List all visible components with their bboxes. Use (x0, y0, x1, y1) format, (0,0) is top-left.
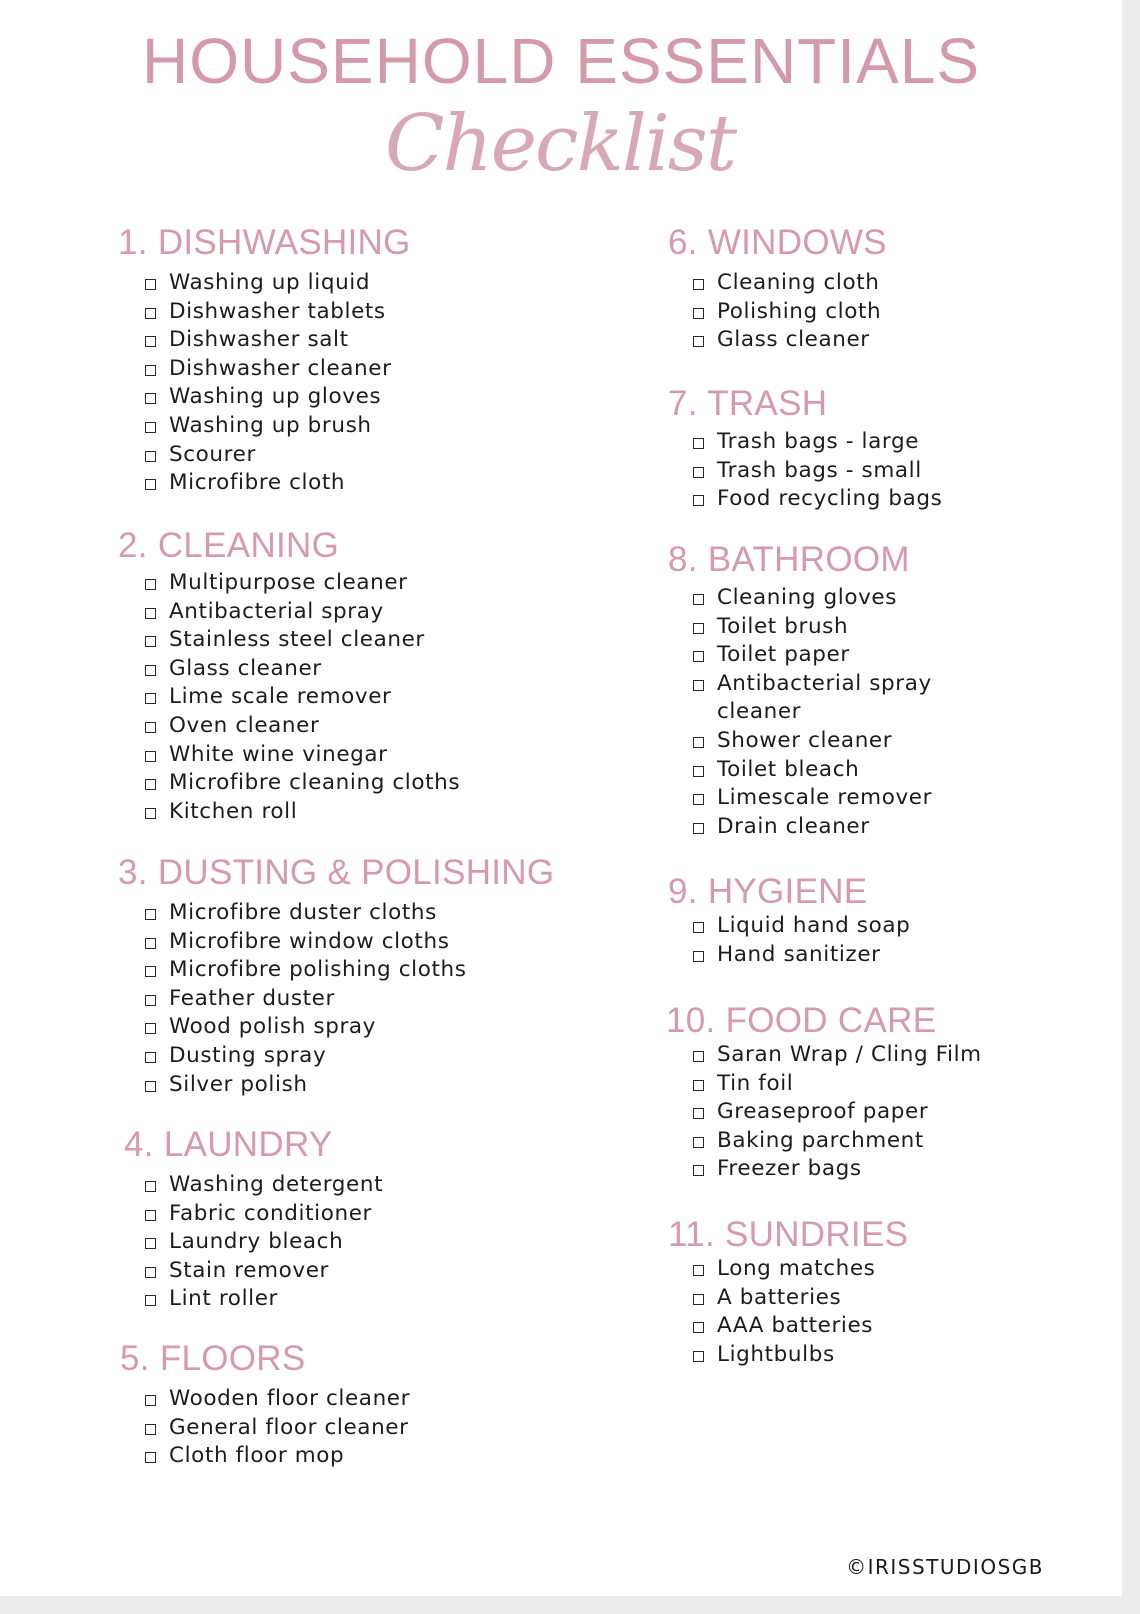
checkbox[interactable] (145, 1395, 156, 1406)
checkbox[interactable] (693, 336, 704, 347)
list-item: Washing up gloves (118, 383, 598, 412)
checkbox[interactable] (693, 766, 704, 777)
checkbox[interactable] (145, 1210, 156, 1221)
section-heading: 8. BATHROOM (668, 540, 910, 579)
list-item: Washing up liquid (118, 269, 598, 298)
list-item: Glass cleaner (118, 655, 598, 684)
item-list (666, 1255, 1088, 1369)
checkbox[interactable] (693, 594, 704, 605)
section-windows (668, 223, 1088, 355)
list-item: Toilet brush (666, 613, 968, 642)
item-list (666, 1041, 1106, 1184)
list-item: Washing detergent (118, 1171, 604, 1200)
list-item: Hand sanitizer (666, 941, 1088, 970)
checkbox[interactable] (693, 1051, 704, 1062)
item-list (666, 584, 968, 841)
list-item: Trash bags - large (666, 428, 1088, 457)
list-item: Silver polish (118, 1071, 618, 1100)
section-hygiene (668, 872, 1088, 969)
checkbox[interactable] (145, 779, 156, 790)
checkbox[interactable] (145, 665, 156, 676)
checkbox[interactable] (145, 938, 156, 949)
list-item: Shower cleaner (666, 727, 968, 756)
checkbox[interactable] (693, 680, 704, 691)
checkbox[interactable] (145, 451, 156, 462)
list-item: Wood polish spray (118, 1013, 618, 1042)
list-item: Limescale remover (666, 784, 968, 813)
checkbox[interactable] (145, 1295, 156, 1306)
item-list (118, 1385, 600, 1471)
list-item: AAA batteries (666, 1312, 1088, 1341)
checkbox[interactable] (145, 365, 156, 376)
item-list (666, 912, 1088, 969)
list-item: Microfibre cloth (118, 469, 598, 498)
checkbox[interactable] (145, 722, 156, 733)
list-item: Feather duster (118, 985, 618, 1014)
list-item: Saran Wrap / Cling Film (666, 1041, 1106, 1070)
list-item: Antibacterial spray (118, 598, 598, 627)
checkbox[interactable] (693, 922, 704, 933)
checkbox[interactable] (693, 1137, 704, 1148)
checkbox[interactable] (145, 693, 156, 704)
section-laundry (124, 1125, 604, 1314)
list-item: Liquid hand soap (666, 912, 1088, 941)
checkbox[interactable] (145, 995, 156, 1006)
item-list (118, 1171, 604, 1314)
list-item: A batteries (666, 1284, 1088, 1313)
section-heading: 5. FLOORS (120, 1339, 306, 1378)
list-item: Lightbulbs (666, 1341, 1088, 1370)
checkbox[interactable] (145, 608, 156, 619)
list-item: Trash bags - small (666, 457, 1088, 486)
list-item: Cloth floor mop (118, 1442, 600, 1471)
list-item: Dishwasher salt (118, 326, 598, 355)
checkbox[interactable] (693, 1265, 704, 1276)
section-heading: 3. DUSTING & POLISHING (118, 853, 555, 892)
item-list (666, 269, 1088, 355)
subtitle-text: Checklist (384, 99, 736, 189)
list-item: Multipurpose cleaner (118, 569, 598, 598)
list-item: Lint roller (118, 1285, 604, 1314)
checkbox[interactable] (693, 1108, 704, 1119)
checkbox[interactable] (145, 393, 156, 404)
checkbox[interactable] (145, 966, 156, 977)
section-food-care (666, 1001, 1106, 1184)
list-item: Dusting spray (118, 1042, 618, 1071)
checkbox[interactable] (145, 422, 156, 433)
list-item: Glass cleaner (666, 326, 1088, 355)
list-item: Washing up brush (118, 412, 598, 441)
checkbox[interactable] (145, 1181, 156, 1192)
checkbox[interactable] (693, 737, 704, 748)
list-item: Laundry bleach (118, 1228, 604, 1257)
checkbox[interactable] (693, 467, 704, 478)
list-item: General floor cleaner (118, 1414, 600, 1443)
checkbox[interactable] (145, 279, 156, 290)
list-item: Greaseproof paper (666, 1098, 1106, 1127)
list-item: Stainless steel cleaner (118, 626, 598, 655)
list-item: Dishwasher cleaner (118, 355, 598, 384)
list-item: Polishing cloth (666, 298, 1088, 327)
list-item: Cleaning cloth (666, 269, 1088, 298)
checkbox[interactable] (145, 1424, 156, 1435)
checkbox[interactable] (693, 1165, 704, 1176)
checkbox[interactable] (693, 623, 704, 634)
checkbox[interactable] (145, 308, 156, 319)
section-heading: 9. HYGIENE (668, 872, 868, 911)
section-trash (668, 384, 1088, 514)
list-item: White wine vinegar (118, 741, 598, 770)
item-list (666, 428, 1088, 514)
checkbox[interactable] (693, 279, 704, 290)
page-title: HOUSEHOLD ESSENTIALS (142, 25, 980, 97)
checkbox[interactable] (145, 1081, 156, 1092)
section-heading: 2. CLEANING (118, 526, 340, 565)
section-dusting-polishing (118, 853, 618, 1099)
section-floors (120, 1339, 600, 1471)
checkbox[interactable] (145, 1452, 156, 1463)
checkbox[interactable] (693, 651, 704, 662)
checkbox[interactable] (693, 951, 704, 962)
checkbox[interactable] (693, 1080, 704, 1091)
checkbox[interactable] (145, 579, 156, 590)
checkbox[interactable] (145, 636, 156, 647)
checkbox[interactable] (145, 909, 156, 920)
list-item: Scourer (118, 441, 598, 470)
section-heading: 1. DISHWASHING (118, 223, 411, 262)
checkbox[interactable] (145, 751, 156, 762)
list-item: Freezer bags (666, 1155, 1106, 1184)
section-cleaning (118, 526, 598, 826)
list-item: Microfibre cleaning cloths (118, 769, 598, 798)
section-heading: 11. SUNDRIES (668, 1215, 909, 1254)
section-heading: 4. LAUNDRY (124, 1125, 333, 1164)
item-list (118, 269, 598, 498)
item-list (118, 899, 618, 1099)
list-item: Wooden floor cleaner (118, 1385, 600, 1414)
list-item: Dishwasher tablets (118, 298, 598, 327)
checkbox[interactable] (693, 1294, 704, 1305)
checkbox[interactable] (693, 1322, 704, 1333)
checkbox[interactable] (693, 308, 704, 319)
checkbox[interactable] (145, 1052, 156, 1063)
list-item: Tin foil (666, 1070, 1106, 1099)
checkbox[interactable] (145, 336, 156, 347)
list-item: Toilet paper (666, 641, 968, 670)
list-item: Microfibre duster cloths (118, 899, 618, 928)
section-sundries (668, 1215, 1088, 1369)
list-item: Antibacterial spray cleaner (666, 670, 968, 727)
list-item: Kitchen roll (118, 798, 598, 827)
section-bathroom (668, 540, 968, 841)
checkbox[interactable] (145, 1238, 156, 1249)
list-item: Lime scale remover (118, 683, 598, 712)
list-item: Microfibre polishing cloths (118, 956, 618, 985)
section-heading: 6. WINDOWS (668, 223, 887, 262)
checkbox[interactable] (693, 823, 704, 834)
checkbox[interactable] (145, 479, 156, 490)
list-item: Long matches (666, 1255, 1088, 1284)
checkbox[interactable] (693, 794, 704, 805)
list-item: Food recycling bags (666, 485, 1088, 514)
list-item: Oven cleaner (118, 712, 598, 741)
checkbox[interactable] (145, 1023, 156, 1034)
checkbox[interactable] (145, 1267, 156, 1278)
list-item: Cleaning gloves (666, 584, 968, 613)
checkbox[interactable] (693, 495, 704, 506)
section-dishwashing (118, 223, 598, 498)
list-item: Drain cleaner (666, 813, 968, 842)
list-item: Baking parchment (666, 1127, 1106, 1156)
script-subtitle (380, 82, 740, 207)
list-item: Toilet bleach (666, 756, 968, 785)
copyright-notice: ©IRISSTUDIOSGB (846, 1555, 1044, 1579)
section-heading: 7. TRASH (668, 384, 828, 423)
checkbox[interactable] (145, 808, 156, 819)
list-item: Fabric conditioner (118, 1200, 604, 1229)
checkbox[interactable] (693, 438, 704, 449)
list-item: Microfibre window cloths (118, 928, 618, 957)
list-item: Stain remover (118, 1257, 604, 1286)
section-heading: 10. FOOD CARE (666, 1001, 937, 1040)
item-list (118, 569, 598, 826)
checkbox[interactable] (693, 1351, 704, 1362)
